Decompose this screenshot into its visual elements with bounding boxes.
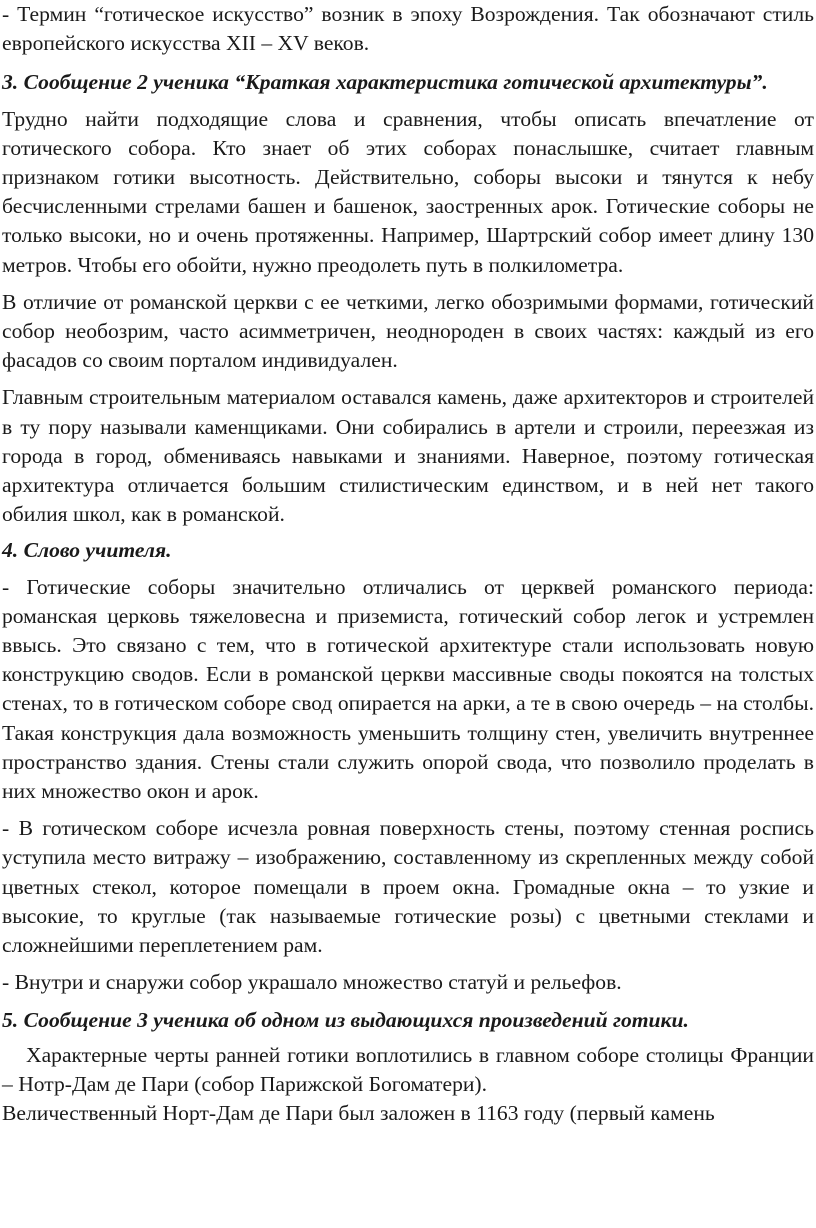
heading-student-report-3: 5. Сообщение 3 ученика об одном из выдающихся произведений готики. [2, 1007, 689, 1032]
paragraph-notre-dame-intro: Характерные черты ранней готики воплотились в главном соборе столицы Франции – Нотр-Дам де Пари (собор Парижской Богоматери). [2, 1042, 814, 1096]
paragraph-building-material: Главным строительным материалом оставался камень, даже архитекторов и строителей в ту пору называли каменщиками. Они собирались в артели и строили, переезжая из города в город, обмениваясь навыками и знаниями. Наверное, поэтому готическая архитектура отличается большим стилистическим единством, и в ней нет такого обилия школ, как в романской. [2, 385, 814, 527]
heading-teacher-word: 4. Слово учителя. [2, 538, 172, 563]
paragraph-cathedral-impression: Трудно найти подходящие слова и сравнения, чтобы описать впечатление от готического собора. Кто знает об этих соборах понаслышке, считает главным признаком готики высотность. Действительно, соборы высоки и тянутся к небу бесчисленными стрелами башен и башенок, заостренных арок. Готические соборы не только высоки, но и очень протяженны. Например, Шартрский собор имеет длину 130 метров. Чтобы его обойти, нужно преодолеть путь в полкилометра. [2, 106, 814, 277]
paragraph-vault-construction: - Готические соборы значительно отличались от церквей романского периода: романская церковь тяжеловесна и приземиста, готический собор легок и устремлен ввысь. Это связано с тем, что в готической архитектуре стали использовать новую конструкцию сводов. Если в романской церкви массивные своды покоятся на толстых стенах, то в готическом соборе свод опирается на арки, а те в свою очередь – на столбы. Такая конструкция дала возможность уменьшить толщину стен, увеличить внутреннее пространство здания. Стены стали служить опорой свода, что позволило проделать в них множество окон и арок. [2, 574, 814, 804]
heading-student-report-2: 3. Сообщение 2 ученика “Краткая характеристика готической архитектуры”. [2, 70, 768, 95]
paragraph-stained-glass: - В готическом соборе исчезла ровная поверхность стены, поэтому стенная роспись уступила место витражу – изображению, составленному из скрепленных между собой цветных стекол, которое помещали в проем окна. Громадные окна – то узкие и высокие, то круглые (так называемые готические розы) с цветными стеклами и сложнейшими переплетением рам. [2, 816, 814, 958]
paragraph-gothic-term: - Термин “готическое искусство” возник в эпоху Возрождения. Так обозначают стиль европейского искусства XII – XV веков. [2, 2, 814, 56]
paragraph-notre-dame-founding: Величественный Норт-Дам де Пари был заложен в 1163 году (первый камень [2, 1101, 715, 1126]
paragraph-romanesque-contrast: В отличие от романской церкви с ее четкими, легко обозримыми формами, готический собор необозрим, часто асимметричен, неоднороден в своих частях: каждый из его фасадов со своим порталом индивидуален. [2, 289, 814, 373]
paragraph-statues-reliefs: - Внутри и снаружи собор украшало множество статуй и рельефов. [2, 970, 622, 995]
